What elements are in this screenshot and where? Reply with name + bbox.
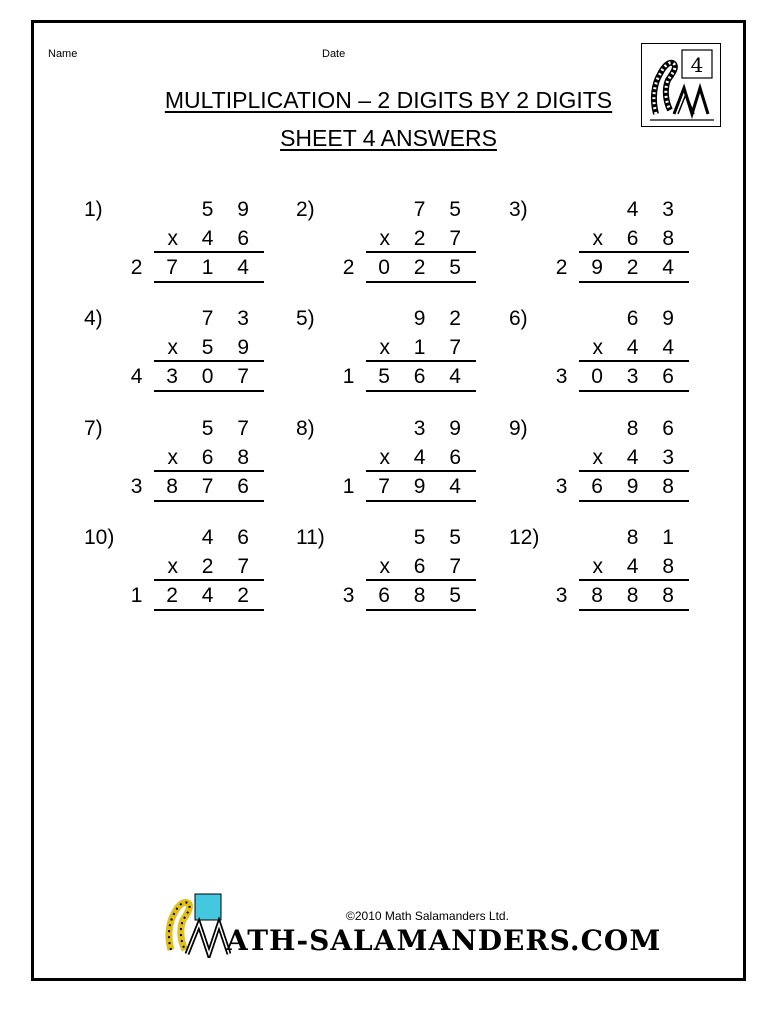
answer-underline: [154, 500, 264, 502]
answer-underline: [154, 390, 264, 392]
problem-6: [509, 307, 689, 407]
problem-11: [296, 526, 476, 626]
answer-underline: [366, 281, 476, 283]
multiplicand-row: [366, 417, 476, 447]
multiplier: x 1 7: [379, 336, 470, 359]
problem-10: [84, 526, 264, 626]
multiplier: x 2 7: [167, 555, 258, 578]
multiplicand: 8 6: [626, 417, 683, 440]
rule-line: [579, 579, 689, 581]
answer: 1 7 9 4: [342, 475, 470, 498]
multiplicand-row: [579, 198, 689, 228]
multiplicand-row: [579, 417, 689, 447]
multiplicand-row: [579, 526, 689, 556]
date-label: Date: [322, 48, 346, 60]
page-subtitle: SHEET 4 ANSWERS: [280, 125, 497, 151]
problem-number: 3): [509, 198, 528, 221]
multiplicand: 8 1: [626, 526, 683, 549]
answer-underline: [154, 281, 264, 283]
answer-underline: [366, 390, 476, 392]
rule-line: [366, 251, 476, 253]
answer-underline: [579, 390, 689, 392]
answer-underline: [366, 609, 476, 611]
rule-line: [579, 360, 689, 362]
answer: 2 0 2 5: [342, 256, 470, 279]
name-label: Name: [48, 48, 78, 60]
multiplier: x 6 7: [379, 555, 470, 578]
answer-underline: [579, 281, 689, 283]
answer: 4 3 0 7: [130, 365, 258, 388]
multiplicand-row: [154, 526, 264, 556]
rule-line: [154, 470, 264, 472]
problem-12: [509, 526, 689, 626]
multiplier: x 4 3: [592, 446, 683, 469]
multiplier: x 2 7: [379, 227, 470, 250]
rule-line: [579, 470, 689, 472]
problem-number: 8): [296, 417, 315, 440]
multiplicand: 4 6: [201, 526, 258, 549]
multiplicand: 7 3: [201, 307, 258, 330]
answer: 1 5 6 4: [342, 365, 470, 388]
salamander-footer-icon: [161, 888, 231, 958]
answer: 1 2 4 2: [130, 584, 258, 607]
rule-line: [154, 360, 264, 362]
problem-number: 12): [509, 526, 540, 549]
answer: 3 6 9 8: [555, 475, 683, 498]
salamander-icon: [642, 44, 720, 126]
problem-8: [296, 417, 476, 517]
answer-underline: [366, 500, 476, 502]
answer: 3 8 7 6: [130, 475, 258, 498]
salamander-logo: [641, 43, 721, 127]
multiplier: x 6 8: [592, 227, 683, 250]
answer: 2 7 1 4: [130, 256, 258, 279]
answer-underline: [579, 500, 689, 502]
logo-number: 4: [690, 53, 704, 77]
answer: 3 0 3 6: [555, 365, 683, 388]
problem-number: 1): [84, 198, 103, 221]
multiplier: x 4 6: [379, 446, 470, 469]
problem-number: 4): [84, 307, 103, 330]
copyright-text: ©2010 Math Salamanders Ltd.: [346, 909, 509, 923]
multiplicand-row: [154, 307, 264, 337]
problem-9: [509, 417, 689, 517]
problem-5: [296, 307, 476, 407]
rule-line: [366, 579, 476, 581]
multiplicand: 5 9: [201, 198, 258, 221]
rule-line: [154, 251, 264, 253]
multiplicand-row: [366, 526, 476, 556]
answer: 2 9 2 4: [555, 256, 683, 279]
rule-line: [154, 579, 264, 581]
multiplicand: 9 2: [413, 307, 470, 330]
multiplicand: 5 7: [201, 417, 258, 440]
multiplicand-row: [579, 307, 689, 337]
multiplicand: 5 5: [413, 526, 470, 549]
problem-number: 5): [296, 307, 315, 330]
multiplicand-row: [366, 198, 476, 228]
problem-1: [84, 198, 264, 298]
rule-line: [579, 251, 689, 253]
multiplier: x 4 4: [592, 336, 683, 359]
problem-4: [84, 307, 264, 407]
multiplicand-row: [154, 417, 264, 447]
problem-7: [84, 417, 264, 517]
answer-underline: [154, 609, 264, 611]
problem-number: 7): [84, 417, 103, 440]
multiplicand-row: [366, 307, 476, 337]
problem-number: 11): [296, 526, 325, 549]
multiplier: x 5 9: [167, 336, 258, 359]
site-name: ATH-SALAMANDERS.COM: [226, 924, 662, 957]
multiplicand: 7 5: [413, 198, 470, 221]
multiplier: x 4 6: [167, 227, 258, 250]
answer: 3 8 8 8: [555, 584, 683, 607]
multiplier: x 6 8: [167, 446, 258, 469]
problem-number: 9): [509, 417, 528, 440]
multiplicand: 3 9: [413, 417, 470, 440]
problem-2: [296, 198, 476, 298]
problem-3: [509, 198, 689, 298]
answer: 3 6 8 5: [342, 584, 470, 607]
multiplier: x 4 8: [592, 555, 683, 578]
rule-line: [366, 360, 476, 362]
problem-number: 10): [84, 526, 115, 549]
multiplicand-row: [154, 198, 264, 228]
worksheet: [31, 20, 746, 981]
answer-underline: [579, 609, 689, 611]
problem-number: 6): [509, 307, 528, 330]
multiplicand: 4 3: [626, 198, 683, 221]
problem-number: 2): [296, 198, 315, 221]
multiplicand: 6 9: [626, 307, 683, 330]
page-title: MULTIPLICATION – 2 DIGITS BY 2 DIGITS: [164, 87, 613, 113]
rule-line: [366, 470, 476, 472]
